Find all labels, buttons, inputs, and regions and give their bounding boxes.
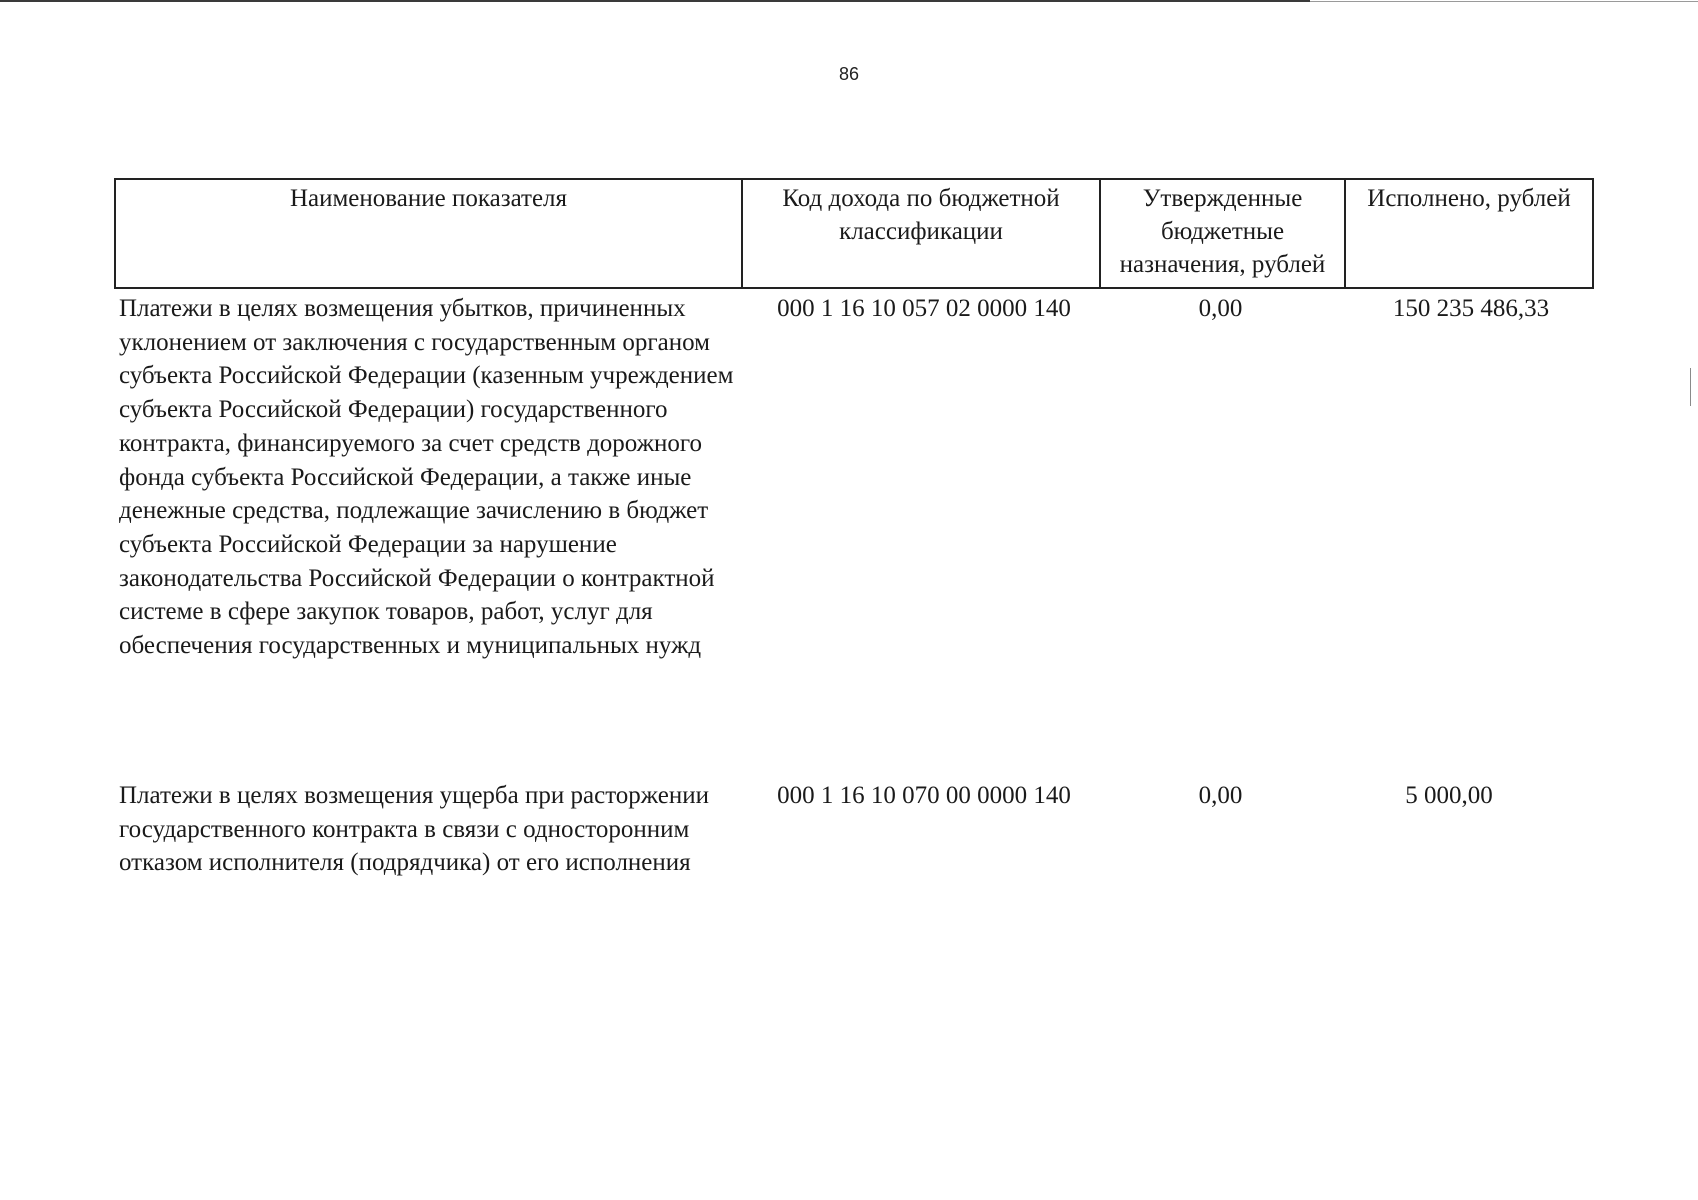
scan-top-edge-line-faint [1310, 1, 1698, 2]
cell-approved-budget: 0,00 [1198, 295, 1243, 322]
scan-right-edge-mark [1690, 368, 1691, 406]
cell-executed: 150 235 486,33 [1392, 295, 1550, 322]
column-header-income-code: Код дохода по бюджетной классификации [742, 179, 1100, 288]
column-header-indicator-name: Наименование показателя [115, 179, 742, 288]
column-header-executed: Исполнено, рублей [1345, 179, 1593, 288]
table-body [115, 288, 1593, 880]
table-row [115, 288, 1593, 779]
cell-income-code: 000 1 16 10 070 00 0000 140 [777, 782, 1071, 809]
scan-top-edge-line [0, 0, 1310, 2]
page-number: 86 [838, 64, 860, 84]
cell-approved-budget: 0,00 [1198, 782, 1243, 809]
column-header-approved-budget: Утвержденные бюджетные назначения, рублей [1100, 179, 1345, 288]
table-header [115, 179, 1593, 288]
cell-executed: 5 000,00 [1405, 782, 1493, 809]
table-row [115, 779, 1593, 880]
cell-indicator-name: Платежи в целях возмещения ущерба при расторжении государственного контракта в связи с односторонним отказом исполнителя (подрядчика) от его исполнения [119, 782, 709, 877]
cell-income-code: 000 1 16 10 057 02 0000 140 [777, 295, 1071, 322]
income-execution-table [114, 178, 1594, 880]
table-header-row [115, 179, 1593, 288]
cell-indicator-name: Платежи в целях возмещения убытков, причиненных уклонением от заключения с государственным органом субъекта Российской Федерации (казенным учреждением субъекта Российской Федерации) государственного контракта, финансируемого за счет средств дорожного фонда субъекта Российской Федерации, а также иные денежные средства, подлежащие зачислению в бюджет субъекта Российской Федерации за нарушение законодательства Российской Федерации о контрактной системе в сфере закупок товаров, работ, услуг для обеспечения государственных и муниципальных нужд [119, 295, 734, 660]
